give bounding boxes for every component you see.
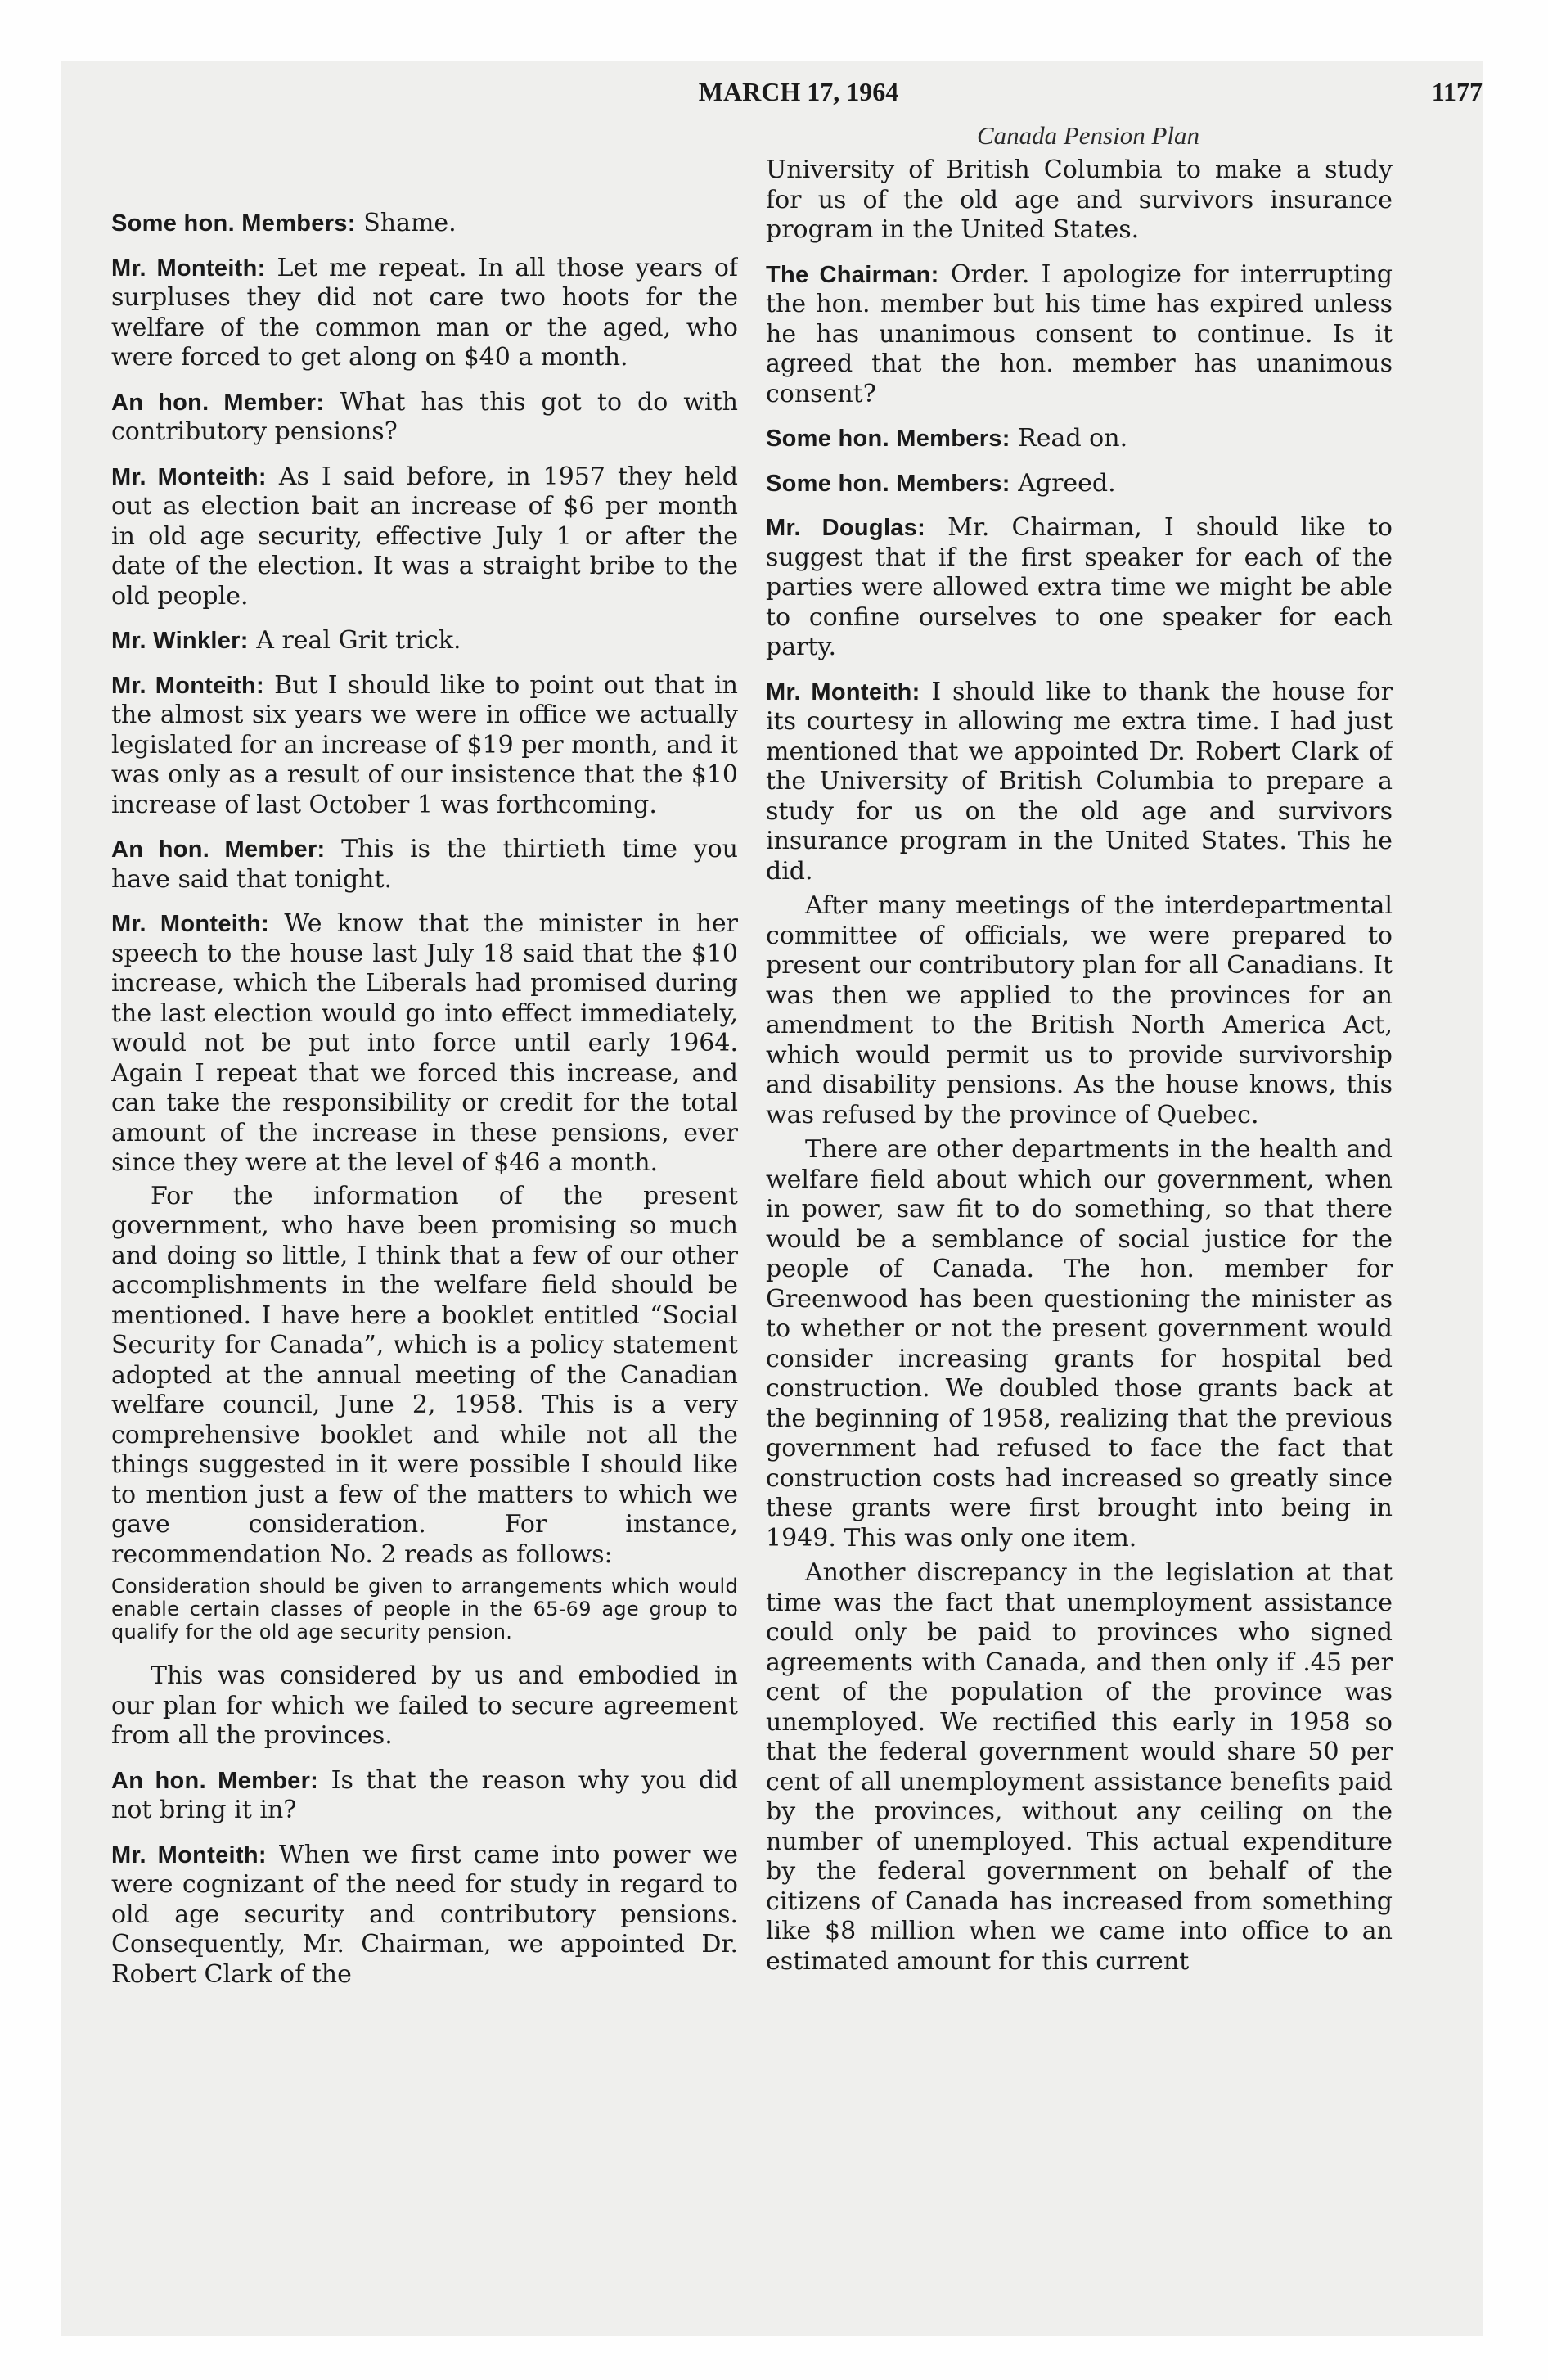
speaker-name: Mr. Monteith:	[766, 678, 920, 705]
paragraph	[766, 156, 1393, 246]
paragraph	[111, 1766, 738, 1826]
paragraph	[111, 626, 738, 656]
speaker-name: Mr. Monteith:	[111, 1841, 267, 1868]
speech-text: What has this got to do with contributory pensions?	[111, 387, 738, 446]
speaker-name: An hon. Member:	[111, 1767, 319, 1794]
speaker-name: Some hon. Members:	[766, 470, 1010, 497]
paragraph	[766, 891, 1393, 1130]
block-quote: Consideration should be given to arrangements which would enable certain classes of people in the 65-69 age group to qualify for the old age security pension.	[111, 1575, 738, 1643]
header-date: MARCH 17, 1964	[698, 77, 899, 106]
paragraph	[766, 678, 1393, 887]
paragraph	[111, 671, 738, 821]
left-column	[111, 209, 738, 2279]
page-header	[115, 77, 1483, 110]
speaker-name: Mr. Monteith:	[111, 911, 270, 937]
speech-text: When we first came into power we were cognizant of the need for study in regard to old age security and contributory pensions. Consequently, Mr. Chairman, we appointed Dr. Robert Clark of the	[111, 1840, 738, 1989]
page-number: 1177	[1431, 77, 1483, 106]
speech-text: There are other departments in the health and welfare field about which our government, when in power, saw fit to do something, so that there would be a semblance of social justice for the people of Canada. The hon. member for Greenwood has been questioning the minister as to whether or not the present government would consider increasing grants for hospital bed construction. We doubled those grants back at the beginning of 1958, realizing that the previous government had refused to face the fact that construction costs had increased so greatly since these grants were first brought into being in 1949. This was only one item.	[766, 1135, 1393, 1553]
paragraph	[766, 1558, 1393, 1977]
speech-text: Another discrepancy in the legislation at that time was the fact that unemployment assistance could only be paid to provinces who signed agreements with Canada, and then only if .45 per cent of the population of the province was unemployed. We rectified this early in 1958 so that the federal government would share 50 per cent of all unemployment assistance benefits paid by the provinces, without any ceiling on the number of unemployed. This actual expenditure by the federal government on behalf of the citizens of Canada has increased from something like $8 million when we came into office to an estimated amount for this current	[766, 1558, 1393, 1976]
speech-text: Order. I apologize for interrupting the hon. member but his time has expired unless he has unanimous consent to continue. Is it agreed that the hon. member has unanimous consent?	[766, 259, 1393, 408]
speaker-name: An hon. Member:	[111, 836, 326, 863]
speech-text: We know that the minister in her speech to the house last July 18 said that the $10 increase, which the Liberals had promised during the last election would go into effect immediately, would not be put into force until early 1964. Again I repeat that we forced this increase, and can take the responsibility or credit for the total amount of the increase in these pensions, ever since they were at the level of $46 a month.	[111, 909, 738, 1177]
speech-text: This is the thirtieth time you have said that tonight.	[111, 835, 738, 894]
speech-text: I should like to thank the house for its courtesy in allowing me extra time. I had just mentioned that we appointed Dr. Robert Clark of the University of British Columbia to prepare a study for us on the old age and survivors insurance program in the United States. This he did.	[766, 677, 1393, 886]
speech-text: University of British Columbia to make a study for us of the old age and survivors insurance program in the United States.	[766, 156, 1393, 244]
paragraph	[111, 1182, 738, 1571]
paragraph	[766, 513, 1393, 663]
section-title: Canada Pension Plan	[976, 121, 1200, 150]
speech-text: But I should like to point out that in the almost six years we were in office we actually legislated for an increase of $19 per month, and it was only as a result of our insistence that the $10 increase of last October 1 was forthcoming.	[111, 670, 738, 819]
speech-text: Agreed.	[1018, 468, 1116, 498]
right-column	[766, 156, 1393, 2226]
speaker-name: Mr. Monteith:	[111, 672, 264, 699]
speech-text: Is that the reason why you did not bring it in?	[111, 1765, 738, 1824]
paragraph	[111, 254, 738, 373]
speech-text: Read on.	[1018, 424, 1128, 453]
speaker-name: Mr. Winkler:	[111, 628, 249, 654]
paragraph	[111, 209, 738, 239]
speech-text: This was considered by us and embodied in our plan for which we failed to secure agreement from all the provinces.	[111, 1661, 738, 1750]
paragraph	[111, 909, 738, 1179]
speaker-name: The Chairman:	[766, 261, 939, 288]
speaker-name: Mr. Douglas:	[766, 515, 926, 541]
speaker-name: An hon. Member:	[111, 389, 325, 416]
speaker-name: Mr. Monteith:	[111, 463, 267, 490]
paragraph	[111, 835, 738, 895]
paragraph	[766, 260, 1393, 410]
speech-text: For the information of the present government, who have been promising so much and doing so little, I think that a few of our other accomplishments in the welfare field should be mentioned. I have here a booklet entitled “Social Security for Canada”, which is a policy statement adopted at the annual meeting of the Canadian welfare council, June 2, 1958. This is a very comprehensive booklet and while not all the things suggested in it were possible I should like to mention just a few of the matters to which we gave consideration. For instance, recommendation No. 2 reads as follows:	[111, 1181, 738, 1569]
speaker-name: Mr. Monteith:	[111, 255, 266, 282]
paragraph	[111, 1661, 738, 1751]
paragraph	[766, 1135, 1393, 1553]
speech-text: As I said before, in 1957 they held out as election bait an increase of $6 per month in old age security, effective July 1 or after the date of the election. It was a straight bribe to the old people.	[111, 462, 738, 611]
paragraph	[766, 469, 1393, 499]
paragraph	[111, 1841, 738, 1990]
paragraph	[111, 462, 738, 612]
speaker-name: Some hon. Members:	[766, 426, 1010, 452]
speech-text: Mr. Chairman, I should like to suggest that if the first speaker for each of the parties were allowed extra time we might be able to confine ourselves to one speaker for each party.	[766, 513, 1393, 661]
paragraph	[111, 388, 738, 448]
speech-text: After many meetings of the interdepartmental committee of officials, we were prepared to present our contributory plan for all Canadians. It was then we applied to the provinces for an amendment to the British North America Act, which would permit us to provide survivorship and disability pensions. As the house knows, this was refused by the province of Quebec.	[766, 891, 1393, 1129]
paragraph	[766, 424, 1393, 454]
speech-text: Let me repeat. In all those years of surpluses they did not care two hoots for the welfare of the common man or the aged, who were forced to get along on $40 a month.	[111, 253, 738, 372]
speaker-name: Some hon. Members:	[111, 210, 356, 237]
speech-text: A real Grit trick.	[256, 626, 461, 655]
speech-text: Shame.	[363, 209, 457, 237]
